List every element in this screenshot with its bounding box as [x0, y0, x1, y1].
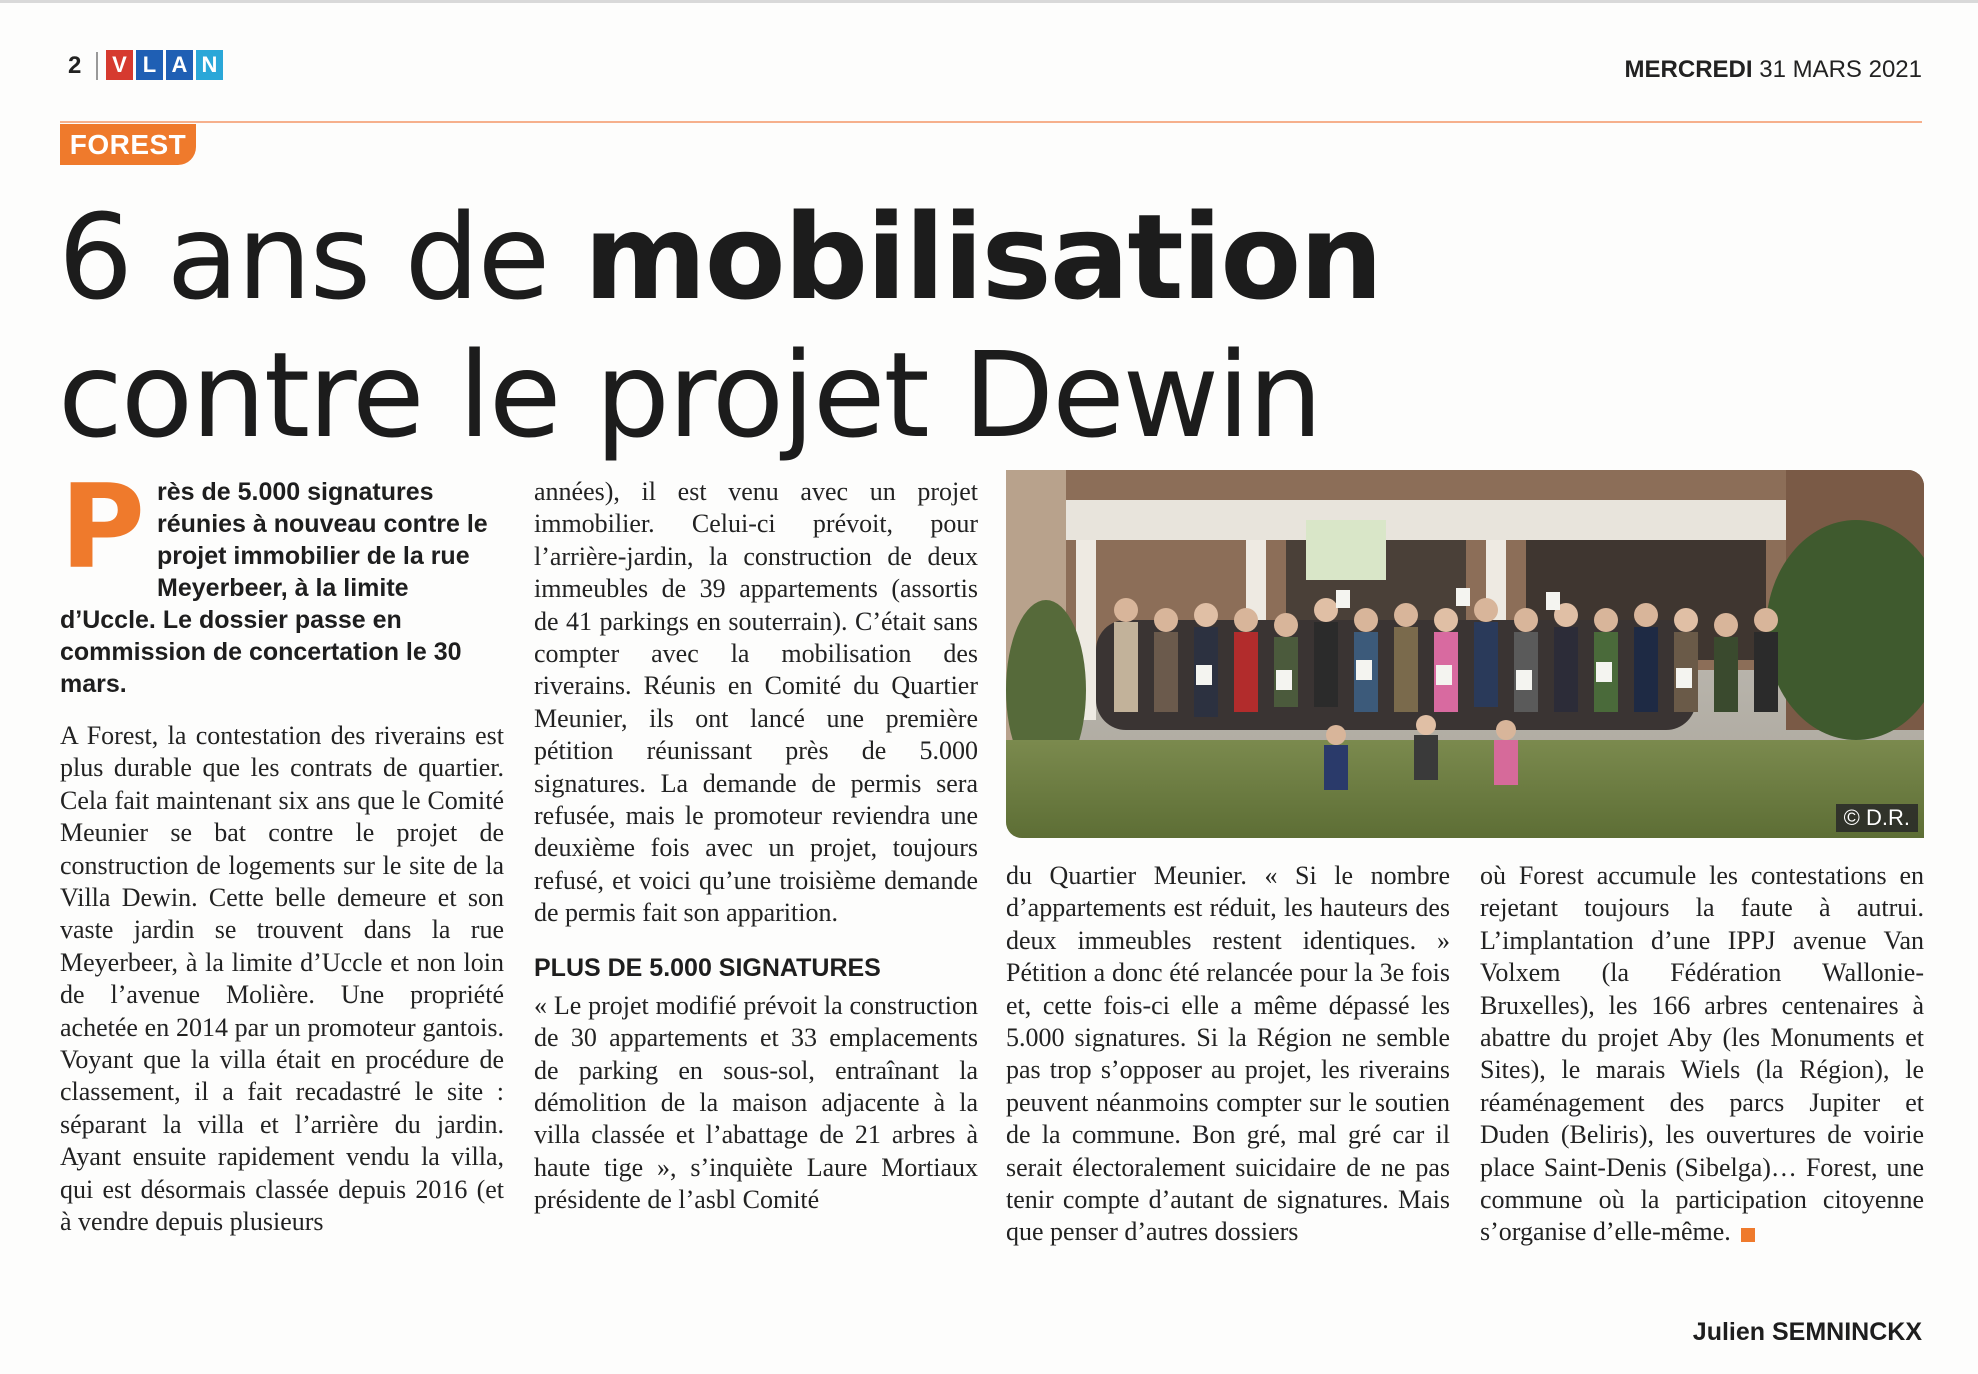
column-2-text-a: années), il est venu avec un projet immobilier. Celui-ci prévoit, pour l’arrière-jardin, la construction de deux immeubles de 39 appartements (assortis de 41 parkings en souterrain). C’était sans compter avec la mobilisation des riverains. Réunis en Comité du Quartier Meunier, ils ont lancé une première pétition réunissant près de 5.000 signatures. La demande de permis sera refusée, mais le promoteur reviendra une deuxième fois avec un projet, toujours refusé, et voici qu’une troisième demande de permis fait son apparition.	[534, 477, 978, 928]
top-border	[0, 0, 1978, 3]
subheading: PLUS DE 5.000 SIGNATURES	[534, 953, 881, 982]
page-number: 2	[68, 52, 82, 79]
body-column-4	[1480, 860, 1924, 1310]
headline	[58, 188, 1458, 464]
group-photo-illustration	[1006, 470, 1924, 838]
headline-normal: 6 ans de	[58, 188, 584, 326]
vlan-logo	[106, 50, 223, 80]
logo-letter-n: N	[196, 50, 223, 80]
body-column-2	[534, 476, 978, 1348]
issue-date-rest: 31 MARS 2021	[1759, 56, 1922, 83]
lead-paragraph	[60, 460, 500, 700]
headline-line-2: contre le projet Dewin	[58, 326, 1321, 464]
column-4-text: où Forest accumule les contestations en rejetant toujours la faute à autrui. L’implantation d’une IPPJ avenue Van Volxem (la Fédération Wallonie-Bruxelles), les 166 arbres centenaires à abattre du projet Aby (les Monuments et Sites), le marais Wiels (la Région), le réaménagement des parcs Jupiter et Duden (Beliris), les ouvertures de voirie place Saint-Denis (Sibelga)… Forest, une commune où la participation citoyenne s’organise d’elle-même.	[1480, 861, 1924, 1247]
logo-letter-l: L	[136, 50, 163, 80]
issue-day: MERCREDI	[1624, 56, 1753, 83]
header-rule	[60, 121, 1922, 123]
end-mark	[1741, 1228, 1755, 1242]
logo-letter-a: A	[166, 50, 193, 80]
header-separator	[96, 52, 98, 80]
column-3-text: du Quartier Meunier. « Si le nombre d’appartements est réduit, les hauteurs des deux immeubles restent identiques. » Pétition a donc été relancée pour la 3e fois et, cette fois-ci elle a même dépassé les 5.000 signatures. Si la Région ne semble pas trop s’opposer au projet, les riverains peuvent néanmoins compter sur le soutien de la commune. Bon gré, mal gré car il serait électoralement suicidaire de ne pas tenir compte d’autant de signatures. Mais que penser d’autres dossiers	[1006, 861, 1450, 1247]
column-1-text: A Forest, la contestation des riverains est plus durable que les contrats de quartier. Cela fait maintenant six ans que le Comité Meunier se bat contre le projet de construction de logements sur le site de la Villa Dewin. Cette belle demeure et son vaste jardin se trouvent dans la rue Meyerbeer, à la limite d’Uccle et non loin de l’avenue Molière. Une propriété achetée en 2014 par un promoteur gantois. Voyant que la villa était en procédure de classement, il a fait recadastré le site : séparant la villa et l’arrière du jardin. Ayant ensuite rapidement vendu la villa, qui est désormais classée depuis 2016 (et à vendre depuis plusieurs	[60, 721, 504, 1237]
column-4-paragraph	[1480, 860, 1924, 1249]
column-2-text-b: « Le projet modifié prévoit la construction de 30 appartements et 33 emplacements de parking en sous-sol, entraînant la démolition de la maison adjacente à la villa classée et l’abattage de 21 arbres à haute tige », s’inquiète Laure Mortiaux présidente de l’asbl Comité	[534, 990, 978, 1215]
headline-line-1	[58, 188, 1458, 326]
section-tag: FOREST	[60, 124, 196, 165]
photo-credit: © D.R.	[1836, 804, 1918, 832]
issue-date	[1625, 56, 1922, 84]
drop-cap: P	[60, 460, 146, 595]
body-column-3	[1006, 860, 1450, 1348]
headline-bold: mobilisation	[583, 188, 1382, 326]
byline: Julien SEMNINCKX	[1692, 1318, 1922, 1346]
article-photo	[1006, 470, 1924, 838]
lead-text: rès de 5.000 signatures réunies à nouveau contre le projet immobilier de la rue Meyerbeer, à la limite d’Uccle. Le dossier passe en commission de concertation le 30 mars.	[60, 478, 488, 698]
body-column-1	[60, 720, 504, 1346]
logo-letter-v: V	[106, 50, 133, 80]
